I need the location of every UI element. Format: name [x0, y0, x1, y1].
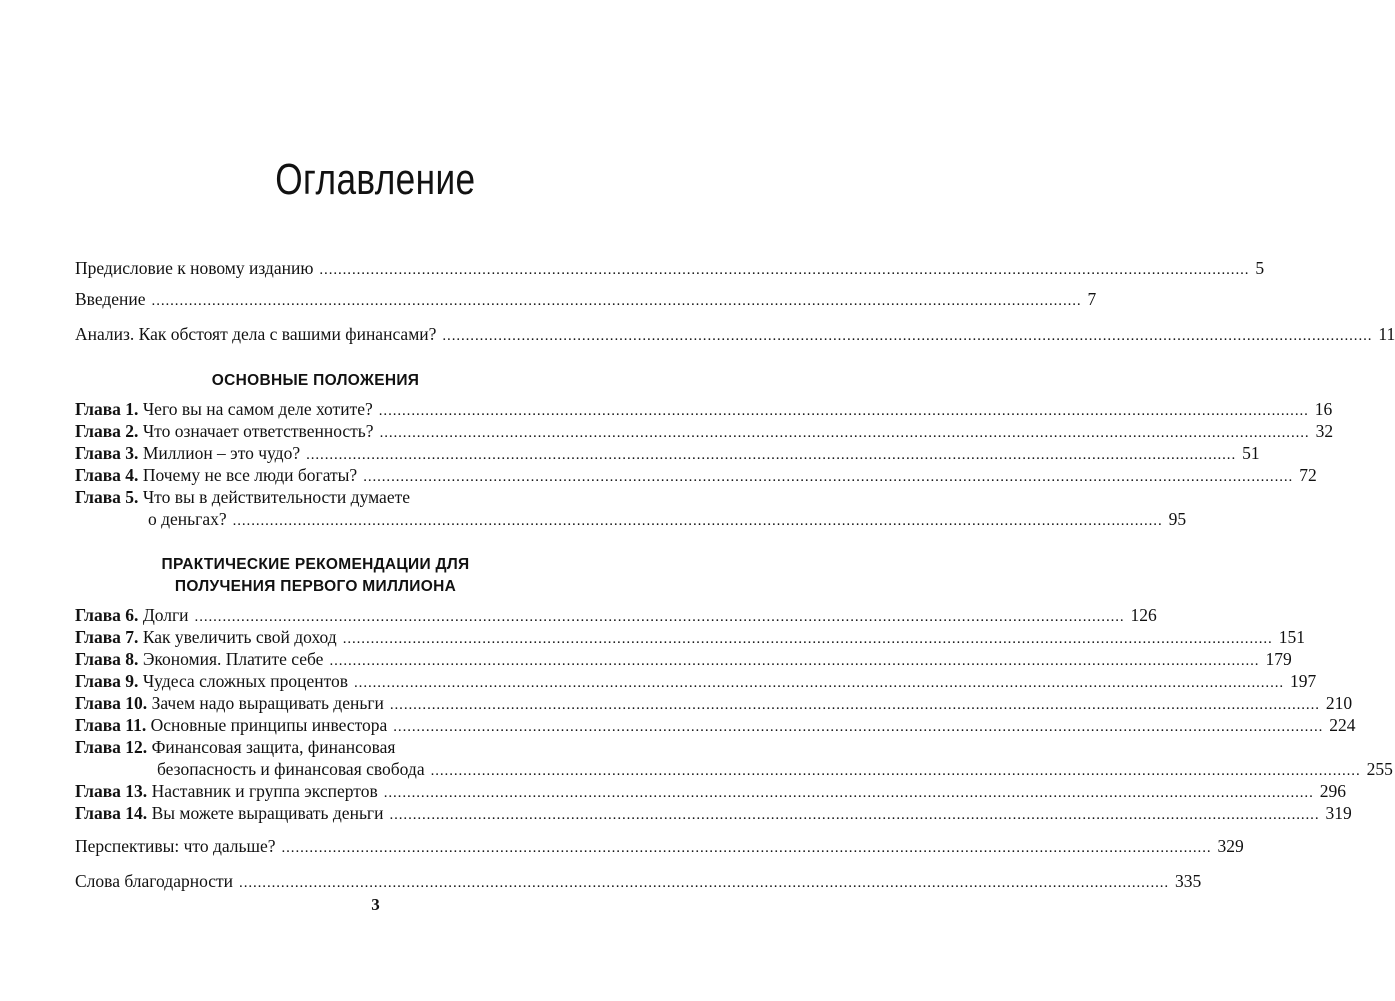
leader-dots: ........................................................................................................................................................................................................: [363, 469, 1294, 485]
toc-entry-label: Введение: [75, 289, 146, 309]
chapter-title: Долги: [142, 605, 189, 625]
chapter-number: Глава 9.: [75, 671, 139, 691]
section-heading-practical: [75, 554, 556, 598]
leader-dots: ........................................................................................................................................................................................................: [342, 631, 1273, 647]
toc-chapter-10: [75, 691, 1353, 715]
toc-entry-acknowledgements: [75, 869, 1202, 893]
leader-dots: ........................................................................................................................................................................................................: [194, 609, 1125, 625]
toc-chapter-5-continued: [75, 507, 1187, 531]
leader-dots: ........................................................................................................................................................................................................: [329, 653, 1260, 669]
chapter-title-continued: безопасность и финансовая свобода: [157, 759, 425, 779]
toc-entry-page: 255: [1366, 759, 1393, 779]
chapter-title: Чего вы на самом деле хотите?: [142, 399, 373, 419]
section-heading-line: ПОЛУЧЕНИЯ ПЕРВОГО МИЛЛИОНА: [174, 578, 457, 595]
toc-entry-label: Предисловие к новому изданию: [75, 258, 314, 278]
leader-dots: ........................................................................................................................................................................................................: [232, 513, 1163, 529]
toc-entry-page: 197: [1290, 671, 1317, 691]
toc-entry-introduction: [75, 287, 1097, 311]
toc-chapter-12: [75, 735, 556, 759]
chapter-title: Вы можете выращивать деньги: [151, 803, 384, 823]
chapter-number: Глава 5.: [75, 487, 139, 507]
leader-dots: ........................................................................................................................................................................................................: [430, 763, 1361, 779]
toc-entry-page: 51: [1242, 443, 1260, 463]
chapter-number: Глава 3.: [75, 443, 139, 463]
chapter-number: Глава 10.: [75, 693, 148, 713]
chapter-title: Что означает ответственность?: [142, 421, 374, 441]
chapter-title: Почему не все люди богаты?: [142, 465, 358, 485]
leader-dots: ........................................................................................................................................................................................................: [383, 785, 1314, 801]
toc-entry-page: 319: [1325, 803, 1352, 823]
chapter-title: Основные принципы инвестора: [150, 715, 388, 735]
chapter-number: Глава 14.: [75, 803, 148, 823]
leader-dots: ........................................................................................................................................................................................................: [239, 875, 1170, 891]
leader-dots: ........................................................................................................................................................................................................: [354, 675, 1285, 691]
chapter-title: Зачем надо выращивать деньги: [151, 693, 384, 713]
toc-entry-page: 210: [1325, 693, 1353, 713]
toc-chapter-11: [75, 713, 1356, 737]
toc-entry-analysis: [75, 322, 1395, 346]
section-heading-basics: ОСНОВНЫЕ ПОЛОЖЕНИЯ: [211, 372, 420, 389]
leader-dots: ........................................................................................................................................................................................................: [442, 328, 1373, 344]
chapter-title: Финансовая защита, финансовая: [151, 737, 396, 757]
leader-dots: ........................................................................................................................................................................................................: [319, 262, 1250, 278]
page-title: Оглавление: [275, 155, 476, 204]
toc-chapter-4: [75, 463, 1317, 487]
toc-chapter-1: [75, 397, 1333, 421]
toc-entry-page: 32: [1315, 421, 1334, 441]
toc-entry-page: 151: [1278, 627, 1305, 647]
chapter-number: Глава 4.: [75, 465, 139, 485]
chapter-number: Глава 6.: [75, 605, 139, 625]
toc-entry-page: 16: [1314, 399, 1333, 419]
toc-entry-label: Анализ. Как обстоят дела с вашими финансами?: [75, 324, 437, 344]
toc-entry-page: 179: [1265, 649, 1292, 669]
toc-entry-page: 95: [1168, 509, 1187, 529]
chapter-number: Глава 1.: [75, 399, 139, 419]
toc-entry-page: 7: [1087, 289, 1097, 309]
toc-entry-page: 126: [1130, 605, 1157, 625]
leader-dots: ........................................................................................................................................................................................................: [379, 425, 1310, 441]
toc-chapter-3: [75, 441, 1260, 465]
toc-chapter-14: [75, 801, 1352, 825]
section-heading-line: ПРАКТИЧЕСКИЕ РЕКОМЕНДАЦИИ ДЛЯ: [161, 556, 470, 573]
chapter-number: Глава 11.: [75, 715, 147, 735]
toc-entry-page: 296: [1319, 781, 1346, 801]
toc-chapter-2: [75, 419, 1334, 443]
toc-entry-page: 11: [1378, 324, 1395, 344]
toc-entry-label: Перспективы: что дальше?: [75, 836, 276, 856]
toc-chapter-6: [75, 603, 1157, 627]
leader-dots: ........................................................................................................................................................................................................: [151, 293, 1082, 309]
chapter-title: Миллион – это чудо?: [142, 443, 301, 463]
leader-dots: ........................................................................................................................................................................................................: [378, 403, 1309, 419]
leader-dots: ........................................................................................................................................................................................................: [281, 840, 1212, 856]
chapter-title: Наставник и группа экспертов: [151, 781, 378, 801]
chapter-title: Что вы в действительности думаете: [142, 487, 411, 507]
chapter-number: Глава 12.: [75, 737, 148, 757]
chapter-title: Чудеса сложных процентов: [142, 671, 349, 691]
leader-dots: ........................................................................................................................................................................................................: [389, 697, 1320, 713]
toc-chapter-12-continued: [75, 757, 1393, 781]
chapter-number: Глава 13.: [75, 781, 148, 801]
toc-entry-label: Слова благодарности: [75, 871, 234, 891]
chapter-number: Глава 2.: [75, 421, 139, 441]
chapter-title: Как увеличить свой доход: [142, 627, 337, 647]
toc-chapter-9: [75, 669, 1317, 693]
toc-chapter-8: [75, 647, 1292, 671]
leader-dots: ........................................................................................................................................................................................................: [306, 447, 1237, 463]
chapter-title-continued: о деньгах?: [148, 509, 227, 529]
toc-entry-page: 5: [1255, 258, 1265, 278]
toc-chapter-7: [75, 625, 1305, 649]
chapter-number: Глава 7.: [75, 627, 139, 647]
toc-entry-perspectives: [75, 834, 1244, 858]
toc-chapter-13: [75, 779, 1346, 803]
chapter-number: Глава 8.: [75, 649, 139, 669]
toc-chapter-5: [75, 485, 556, 509]
toc-entry-page: 329: [1217, 836, 1244, 856]
toc-entry-preface: [75, 256, 1265, 280]
leader-dots: ........................................................................................................................................................................................................: [393, 719, 1324, 735]
toc-entry-page: 335: [1175, 871, 1202, 891]
chapter-title: Экономия. Платите себе: [142, 649, 324, 669]
toc-entry-page: 224: [1329, 715, 1356, 735]
leader-dots: ........................................................................................................................................................................................................: [389, 807, 1320, 823]
page-number: 3: [371, 895, 380, 914]
toc-entry-page: 72: [1299, 465, 1317, 485]
